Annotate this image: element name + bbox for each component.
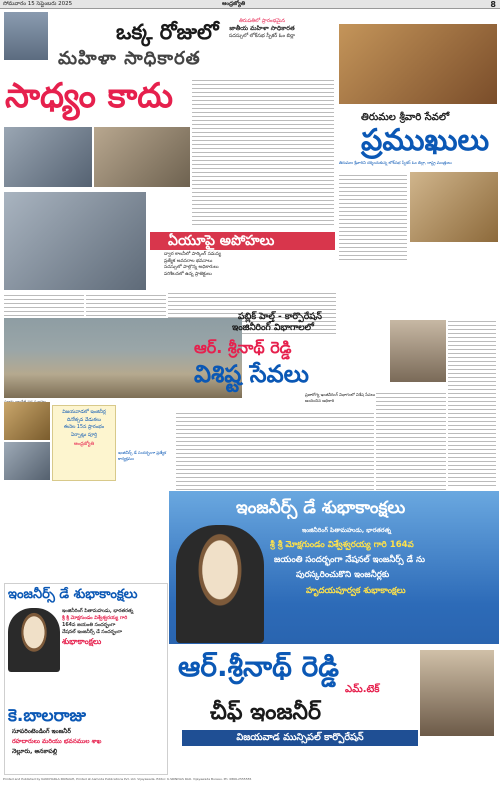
feature-body-text-right-2: [376, 390, 446, 490]
tirumala-photo-2: [410, 172, 498, 242]
lead-strap-2: జాతీయ మహిళా సాధికారత: [229, 25, 295, 32]
lead-strap-3: సదస్సులో లోక్‌సభ స్పీకర్ ఓం బిర్లా: [228, 33, 296, 39]
highlight-line: ఏర్పాట్లు పూర్తి: [71, 432, 97, 438]
acb-bullet: సదస్సులో పాల్గొన్న అధికారులు: [164, 265, 219, 270]
ad-left-banner: ఇంజనీర్స్ డే శుభాకాంక్షలు: [8, 587, 138, 602]
ad-right-sub4: పురస్కరించుకొని ఇంజనీర్లకు: [296, 570, 390, 580]
lead-strap-1: తిరుపతిలో ప్రారంభమైన: [238, 18, 285, 24]
ad-right-sub3: జయంతి సందర్భంగా నేషనల్ ఇంజనీర్స్ డే ను: [274, 555, 425, 565]
highlight-line: ఈనెల 15న ప్రారంభం: [63, 425, 105, 430]
ad-left-sub1: ఇంజినీరింగ్ పితామహుడు, భారతరత్న: [62, 609, 134, 614]
ad-right-name: ఆర్.శ్రీనాథ్ రెడ్డి: [178, 650, 339, 683]
ad-left-sub5: శుభాకాంక్షలు: [62, 637, 102, 646]
ad-right-sub5: హృదయపూర్వక శుభాకాంక్షలు: [306, 586, 406, 596]
highlight-line: విజయవాడలో ఇంజినీర్ల: [62, 410, 106, 415]
acb-bullets: [164, 252, 334, 278]
highlight-signoff: ఆంధ్రజ్యోతి: [73, 442, 95, 447]
ad-left-place: నెల్లూరు, అనకాపల్లి: [12, 748, 58, 755]
ad-right-org: విజయవాడ మున్సిపల్ కార్పొరేషన్: [182, 730, 418, 746]
tirumala-headline-small: తిరుమల శ్రీవారి సేవలో: [361, 112, 450, 123]
lead-strap-box: [192, 18, 332, 76]
ad-left-name: కె.బాలరాజు: [8, 706, 86, 726]
feature-body-text: [176, 410, 374, 490]
ad-right-banner: ఇంజనీర్స్ డే శుభాకాంక్షలు: [236, 498, 406, 518]
ad-right-sub2: శ్రీ శ్రీ మోక్షగుండం విశ్వేశ్వరయ్య గారి 164వ: [270, 540, 414, 550]
lead-body-text: [192, 77, 334, 227]
page-number: 8: [490, 0, 496, 9]
lead-event-photo: [4, 127, 92, 187]
feature-portrait: [390, 320, 446, 382]
ad-left-sub3: 164వ జయంతి సందర్భంగా: [62, 623, 116, 628]
highlight-line: దినోత్సవ వేడుకలు: [66, 417, 102, 423]
acb-bullet: పరిశీలనలో ఉన్న ప్రాజెక్టులు: [164, 271, 212, 277]
tirumala-headline-big: ప్రముఖులు: [361, 123, 490, 158]
masthead-date: సోమవారం 15 సెప్టెంబరు 2025: [3, 1, 73, 7]
ad-right-portrait-2: [420, 650, 494, 736]
feature-tagline: విశిష్ట సేవలు: [194, 360, 309, 388]
lead-portrait-photo: [4, 12, 48, 60]
ad-right-title: చీఫ్ ఇంజనీర్: [210, 700, 322, 725]
lead-event-photo-2: [94, 127, 190, 187]
ad-left-portrait: [8, 608, 60, 672]
feature-name: ఆర్. శ్రీనాథ్ రెడ్డి: [194, 338, 292, 357]
imprint-footer: Printed and Published by KANCHARLA PAMAIAH, Printed at Aamoda Publications Pvt. Ltd. Vijayawada. Editor: K.SRINIVAS RAO. Vijayawada Bureau. Ph: 0866-2555555: [3, 777, 252, 781]
ad-right-sub1: ఇంజినీరింగ్ పితామహుడు, భారతరత్న: [302, 527, 392, 534]
officials-photo: [4, 442, 50, 480]
tirumala-caption: తిరుమల శ్రీవారిని దర్శించుకున్న లోక్‌సభ స్పీకర్ ఓం బిర్లా, రాష్ట్ర మంత్రులు: [339, 160, 452, 165]
ad-right-degree: ఎమ్.టెక్: [345, 684, 380, 695]
ad-left-sub-block: [62, 608, 166, 647]
feature-kicker-2: ఇంజినీరింగ్ విభాగాలలో: [232, 323, 314, 333]
acb-bullet: ద్వార కాలనీలో పార్కింగ్ సమస్య: [164, 252, 222, 257]
lead-headline: సాధ్యం కాదు: [5, 76, 173, 116]
feature-kicker: పబ్లిక్ హెల్త్ - కార్పొరేషన్: [238, 312, 322, 322]
ad-right-portrait: [176, 525, 264, 643]
lead-kicker: ఒక్క రోజులో: [116, 20, 219, 44]
lead-line2: మహిళా సాధికారత: [58, 48, 201, 69]
ad-left-title: సూపరింటెండింగ్ ఇంజనీర్: [12, 728, 71, 735]
ad-left-sub2: శ్రీ శ్రీ మోక్షగుండం విశ్వేశ్వరయ్య గారి: [62, 616, 128, 621]
acb-headline: ఏయూపై అపోహలు: [168, 233, 275, 249]
shed-photo: [4, 402, 50, 440]
feature-body-text-right: [448, 318, 496, 488]
feature-deck: ప్రజారోగ్య ఇంజినీరింగ్ విభాగంలో విశేష సేవలు అందించిన అధికారి: [305, 392, 376, 403]
masthead: [0, 0, 500, 9]
tirumala-photo: [339, 24, 497, 104]
acb-bullet: ప్రత్యేక అవసరాల భవనాలు: [164, 258, 213, 264]
ad-left-org: రహదారులు మరియు భవనముల శాఖ: [12, 738, 102, 745]
masthead-paper-name: ఆంధ్రజ్యోతి: [222, 1, 246, 7]
acb-photo: [4, 192, 146, 290]
ad-left-sub4: నేషనల్ ఇంజనీర్స్ డే సందర్భంగా: [62, 630, 123, 635]
side-col-text: ఇంజినీర్స్ డే సందర్భంగా ప్రత్యేక కార్యక్రమం: [118, 450, 167, 461]
highlight-box: [52, 405, 116, 481]
tirumala-body-text: [339, 172, 407, 262]
